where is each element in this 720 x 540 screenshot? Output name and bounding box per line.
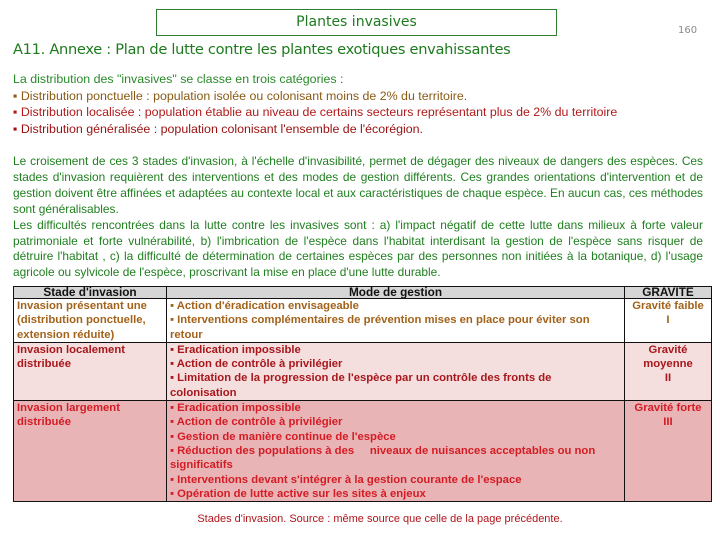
mode-item: ▪ Limitation de la progression de l'espèce par un contrôle des fronts de colonisation [170, 372, 552, 399]
header-gravity: GRAVITE [625, 287, 712, 299]
mode-item: ▪ Opération de lutte active sur les sites à enjeux [170, 487, 426, 500]
intro-lead: La distribution des "invasives" se classe en trois catégories : [13, 72, 344, 86]
mode-item: ▪ Action de contrôle à privilégier [170, 416, 343, 429]
table-row [14, 342, 712, 400]
header-mode: Mode de gestion [167, 287, 625, 299]
mode-item: ▪ Gestion de manière continue de l'espèce [170, 430, 396, 443]
paragraph-difficultes: Les difficultés rencontrées dans la lutte contre les invasives sont : a) l'impact négatif de cette lutte dans milieux à forte valeur patrimoniale et forte vulnérabilité, b) l'imbrication de l'espèce dans l'habitat interdisant la gestion de l'espèce sans risquer de détruire l'habitat , c) la difficulté de détermination de certaines espèces par des personnes non initiées à la botanique, d) l'usage agricole ou sylvicole de l'espèce, proscrivant la mise en place d'une lutte durable. [13, 217, 703, 280]
table-header-row [14, 287, 712, 299]
body-text [13, 154, 703, 281]
mode-item: ▪ Action d'éradication envisageable [170, 300, 359, 312]
intro-item-localisee: ▪ Distribution localisée : population établie au niveau de certains secteurs représentant plus de 2% du territoire [13, 105, 618, 120]
gravity-cell [625, 401, 712, 502]
intro-item-ponctuelle: ▪ Distribution ponctuelle : population isolée ou colonisant moins de 2% du territoire. [13, 88, 468, 103]
stage-cell: Invasion localement distribuée [14, 342, 167, 400]
gravity-cell [625, 299, 712, 343]
page-number: 160 [678, 25, 698, 36]
mode-item: ▪ Réduction des populations à des niveaux de nuisances acceptables ou non significatifs [170, 444, 599, 472]
header-stage: Stade d'invasion [14, 287, 167, 299]
mode-cell [167, 401, 625, 502]
gravity-level: II [664, 372, 672, 385]
management-plan-table [13, 286, 712, 502]
distribution-intro [13, 71, 713, 137]
gravity-level: I [666, 314, 670, 327]
mode-item: ▪ Interventions complémentaires de prévention mises en place pour éviter son retour [170, 314, 590, 341]
gravity-label: Gravité faible [632, 300, 704, 312]
intro-item-generalisee: ▪ Distribution généralisée : population colonisant l'ensemble de l'écorégion. [13, 121, 424, 136]
section-title: Plantes invasives [296, 14, 417, 30]
gravity-label: Gravité forte [634, 402, 702, 415]
table-caption: Stades d'invasion. Source : même source que celle de la page précédente. [197, 513, 563, 525]
gravity-cell [625, 342, 712, 400]
table-row [14, 401, 712, 502]
section-title-box [156, 9, 557, 36]
mode-cell [167, 342, 625, 400]
stage-cell: Invasion largement distribuée [14, 401, 167, 502]
mode-item: ▪ Eradication impossible [170, 343, 301, 356]
gravity-label: Gravité moyenne [643, 343, 693, 371]
paragraph-croisement: Le croisement de ces 3 stades d'invasion, à l'échelle d'invasibilité, permet de dégager des niveaux de dangers des espèces. Ces stades d'invasion requièrent des interventions et des modes de gestion différents. Ces grandes orientations d'intervention et de gestion doivent être affinées et adaptées au contexte local et aux caractéristiques de chaque espèce. En aucun cas, ces méthodes sont généralisables. [13, 154, 703, 216]
mode-item: ▪ Interventions devant s'intégrer à la gestion courante de l'espace [170, 473, 522, 486]
mode-cell [167, 299, 625, 343]
mode-item: ▪ Eradication impossible [170, 402, 301, 415]
page-heading: A11. Annexe : Plan de lutte contre les plantes exotiques envahissantes [13, 41, 511, 58]
table-row [14, 299, 712, 343]
gravity-level: III [663, 416, 673, 429]
stage-cell: Invasion présentant une (distribution ponctuelle, extension réduite) [14, 299, 167, 343]
mode-item: ▪ Action de contrôle à privilégier [170, 358, 343, 371]
